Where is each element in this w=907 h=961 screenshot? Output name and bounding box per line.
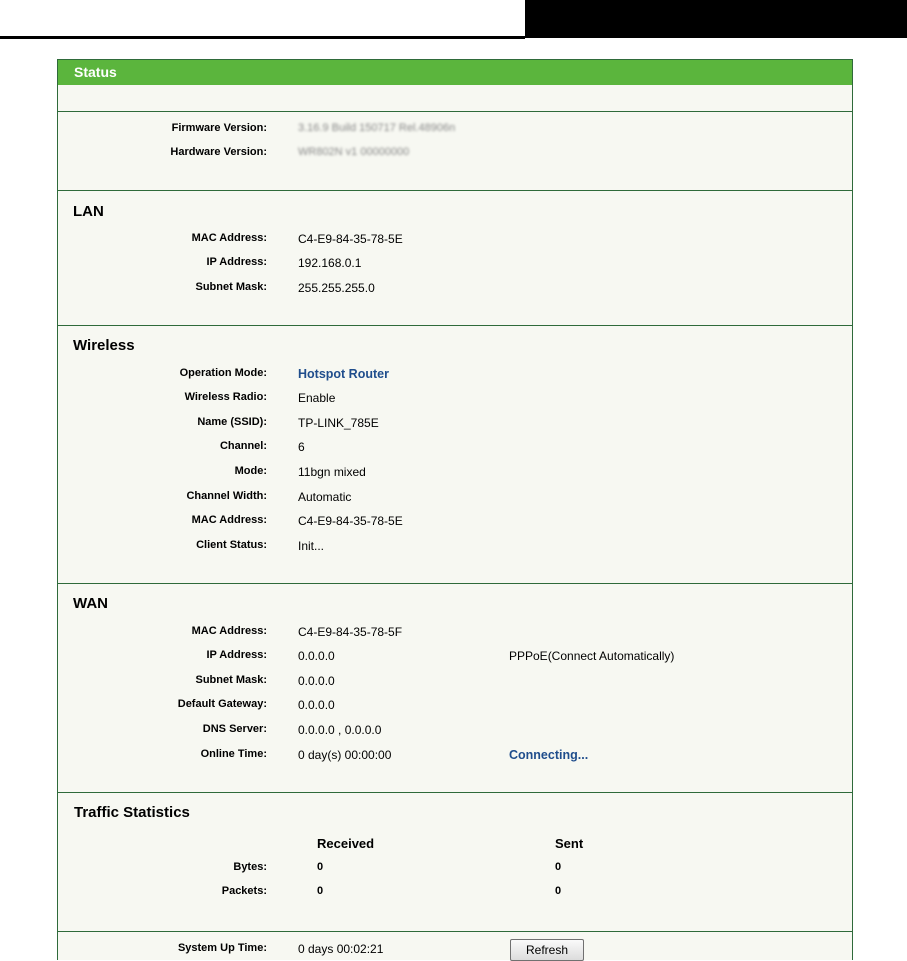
bytes-received: 0 [317, 861, 324, 873]
wireless-row [58, 440, 852, 458]
divider [58, 190, 852, 191]
packets-sent: 0 [555, 885, 562, 897]
received-header: Received [317, 836, 375, 851]
wan-ip-label: IP Address: [206, 649, 267, 661]
client-status-value: Init... [298, 539, 325, 553]
bytes-label: Bytes: [233, 861, 267, 873]
ssid-value: TP-LINK_785E [298, 416, 379, 430]
divider [58, 931, 852, 932]
lan-row [58, 256, 852, 274]
client-status-label: Client Status: [196, 539, 267, 551]
hardware-label: Hardware Version: [170, 146, 267, 158]
uptime-row [58, 942, 852, 960]
wireless-radio-value: Enable [298, 391, 336, 405]
wan-row [58, 625, 852, 643]
traffic-row [58, 860, 852, 878]
status-panel [57, 59, 853, 960]
panel-title: Status [74, 64, 117, 80]
mode-value: 11bgn mixed [298, 465, 366, 479]
wan-mask-value: 0.0.0.0 [298, 674, 335, 688]
operation-mode-label: Operation Mode: [179, 367, 267, 379]
firmware-label: Firmware Version: [171, 122, 267, 134]
wan-row [58, 723, 852, 741]
lan-mask-value: 255.255.255.0 [298, 281, 375, 295]
wireless-title: Wireless [73, 337, 135, 354]
channel-value: 6 [298, 440, 305, 454]
wireless-row [58, 416, 852, 434]
wan-row [58, 674, 852, 692]
bytes-sent: 0 [555, 861, 562, 873]
operation-mode-value: Hotspot Router [298, 367, 389, 381]
wireless-row [58, 391, 852, 409]
dns-value: 0.0.0.0 , 0.0.0.0 [298, 723, 382, 737]
online-time-label: Online Time: [200, 748, 267, 760]
traffic-row [58, 884, 852, 902]
firmware-row [58, 122, 852, 140]
lan-ip-label: IP Address: [206, 256, 267, 268]
lan-row [58, 281, 852, 299]
wan-mac-value: C4-E9-84-35-78-5F [298, 625, 403, 639]
header-line [0, 36, 525, 39]
header-black-bar [525, 0, 907, 38]
divider [58, 583, 852, 584]
lan-mask-label: Subnet Mask: [195, 281, 267, 293]
wan-row [58, 649, 852, 667]
packets-label: Packets: [221, 885, 267, 897]
wan-mac-label: MAC Address: [191, 625, 267, 637]
wireless-radio-label: Wireless Radio: [184, 391, 267, 403]
lan-ip-value: 192.168.0.1 [298, 256, 362, 270]
online-time-value: 0 day(s) 00:00:00 [298, 748, 392, 762]
connecting-link[interactable]: Connecting... [509, 748, 589, 762]
hardware-value: WR802N v1 00000000 [298, 146, 410, 158]
divider [58, 325, 852, 326]
sent-header: Sent [555, 836, 584, 851]
wireless-mac-label: MAC Address: [191, 514, 267, 526]
wan-title: WAN [73, 595, 108, 612]
divider [58, 792, 852, 793]
gateway-value: 0.0.0.0 [298, 698, 335, 712]
wireless-mac-value: C4-E9-84-35-78-5E [298, 514, 403, 528]
wireless-row [58, 465, 852, 483]
wan-row [58, 698, 852, 716]
wireless-row [58, 514, 852, 532]
mode-label: Mode: [234, 465, 267, 477]
lan-title: LAN [73, 203, 104, 220]
lan-mac-label: MAC Address: [191, 232, 267, 244]
channel-width-value: Automatic [298, 490, 352, 504]
status-title-bar [58, 60, 852, 85]
connection-type: PPPoE(Connect Automatically) [509, 649, 675, 663]
wan-row [58, 748, 852, 766]
traffic-title: Traffic Statistics [74, 804, 190, 821]
hardware-row [58, 146, 852, 164]
wireless-row [58, 367, 852, 385]
uptime-label: System Up Time: [177, 942, 267, 954]
divider [58, 111, 852, 112]
lan-row [58, 232, 852, 250]
packets-received: 0 [317, 885, 324, 897]
channel-label: Channel: [219, 440, 267, 452]
ssid-label: Name (SSID): [197, 416, 267, 428]
uptime-value: 0 days 00:02:21 [298, 942, 384, 956]
dns-label: DNS Server: [202, 723, 267, 735]
firmware-value: 3.16.9 Build 150717 Rel.48906n [298, 122, 456, 134]
refresh-button[interactable]: Refresh [510, 939, 584, 961]
channel-width-label: Channel Width: [186, 490, 267, 502]
wan-ip-value: 0.0.0.0 [298, 649, 335, 663]
lan-mac-value: C4-E9-84-35-78-5E [298, 232, 403, 246]
wan-mask-label: Subnet Mask: [195, 674, 267, 686]
wireless-row [58, 490, 852, 508]
gateway-label: Default Gateway: [177, 698, 267, 710]
wireless-row [58, 539, 852, 557]
